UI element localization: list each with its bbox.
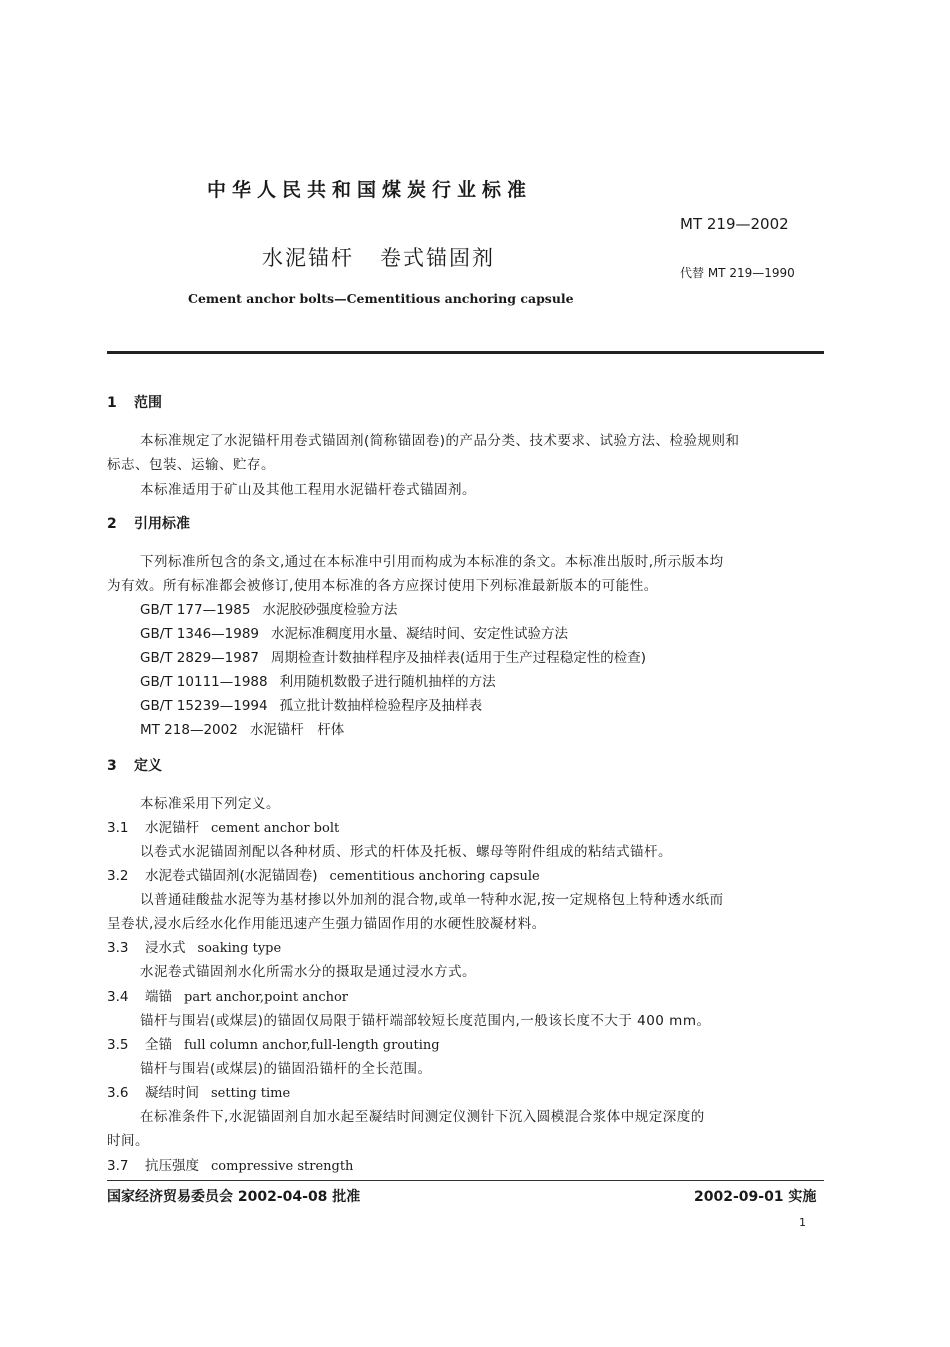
reference-item <box>140 646 646 666</box>
definition-heading <box>107 1081 290 1101</box>
reference-item <box>140 694 482 714</box>
definition-term: 凝结时间 <box>145 1085 199 1101</box>
definition-term: 浸水式 <box>145 940 186 956</box>
reference-code: GB/T 2829—1987 <box>140 650 260 666</box>
footer-divider <box>107 1180 824 1181</box>
reference-title: 水泥标准稠度用水量、凝结时间、安定性试验方法 <box>271 626 569 642</box>
section-title: 引用标准 <box>134 516 190 532</box>
definition-text: 以普通硅酸盐水泥等为基材掺以外加剂的混合物,或单一特种水泥,按一定规格包上特种透水纸而 <box>140 892 724 908</box>
document-title <box>262 242 495 272</box>
definition-term: 水泥锚杆 <box>145 820 199 836</box>
standard-code: MT 219—2002 <box>680 215 789 233</box>
definition-number: 3.4 <box>107 989 129 1005</box>
definition-text: 锚杆与围岩(或煤层)的锚固仅局限于锚杆端部较短长度范围内,一般该长度不大于 400 mm。 <box>140 1013 711 1029</box>
definition-number: 3.1 <box>107 820 129 836</box>
reference-code: GB/T 10111—1988 <box>140 674 268 690</box>
section-1-heading <box>107 392 162 412</box>
paragraph-line: 本标准适用于矿山及其他工程用水泥锚杆卷式锚固剂。 <box>140 482 476 498</box>
title-part-1: 水泥锚杆 <box>262 246 354 270</box>
definition-number: 3.5 <box>107 1037 129 1053</box>
reference-code: MT 218—2002 <box>140 722 238 738</box>
approval-line: 国家经济贸易委员会 2002-04-08 批准 <box>107 1189 361 1205</box>
english-title: Cement anchor bolts—Cementitious anchoring capsule <box>188 291 574 306</box>
definition-number: 3.7 <box>107 1158 129 1174</box>
definition-term: 端锚 <box>145 989 172 1005</box>
paragraph-line: 为有效。所有标准都会被修订,使用本标准的各方应探讨使用下列标准最新版本的可能性。 <box>107 578 658 594</box>
definition-text: 以卷式水泥锚固剂配以各种材质、形式的杆体及托板、螺母等附件组成的粘结式锚杆。 <box>140 844 672 860</box>
section-number: 1 <box>107 395 117 411</box>
definition-heading <box>107 864 540 884</box>
reference-code: GB/T 1346—1989 <box>140 626 260 642</box>
definition-heading <box>107 1154 353 1174</box>
title-part-2: 卷式锚固剂 <box>380 246 495 270</box>
definition-heading <box>107 816 339 836</box>
definition-text: 在标准条件下,水泥锚固剂自加水起至凝结时间测定仪测针下沉入圆模混合浆体中规定深度的 <box>140 1109 705 1125</box>
definition-term-en: soaking type <box>197 941 282 956</box>
section-number: 3 <box>107 758 117 774</box>
section-title: 范围 <box>134 395 162 411</box>
paragraph-line: 本标准规定了水泥锚杆用卷式锚固剂(简称锚固卷)的产品分类、技术要求、试验方法、检验规则和 <box>140 433 740 449</box>
reference-item <box>140 718 344 738</box>
section-number: 2 <box>107 516 117 532</box>
reference-title: 周期检查计数抽样程序及抽样表(适用于生产过程稳定性的检查) <box>271 650 647 666</box>
section-3-heading <box>107 755 162 775</box>
definition-text: 呈卷状,浸水后经水化作用能迅速产生强力锚固作用的水硬性胶凝材料。 <box>107 916 546 932</box>
definition-text: 水泥卷式锚固剂水化所需水分的摄取是通过浸水方式。 <box>140 964 476 980</box>
industry-heading: 中华人民共和国煤炭行业标准 <box>207 179 533 201</box>
definition-term-en: cement anchor bolt <box>211 821 340 836</box>
paragraph-line: 标志、包装、运输、贮存。 <box>107 457 275 473</box>
reference-title: 水泥锚杆 杆体 <box>249 722 345 738</box>
section-2-heading <box>107 513 190 533</box>
definition-term: 全锚 <box>145 1037 172 1053</box>
definition-number: 3.6 <box>107 1085 129 1101</box>
definition-number: 3.3 <box>107 940 129 956</box>
page-number: 1 <box>799 1216 806 1229</box>
reference-title: 利用随机数骰子进行随机抽样的方法 <box>279 674 496 690</box>
reference-item <box>140 598 397 618</box>
definition-heading <box>107 936 281 956</box>
definition-term-en: part anchor,point anchor <box>184 990 349 1005</box>
reference-code: GB/T 177—1985 <box>140 602 251 618</box>
definition-text: 锚杆与围岩(或煤层)的锚固沿锚杆的全长范围。 <box>140 1061 432 1077</box>
definition-term-en: full column anchor,full-length grouting <box>184 1038 440 1053</box>
definition-term-en: compressive strength <box>211 1159 354 1174</box>
definition-term: 水泥卷式锚固剂(水泥锚固卷) <box>145 868 318 884</box>
effective-date: 2002-09-01 实施 <box>694 1189 817 1205</box>
definition-heading <box>107 985 348 1005</box>
reference-title: 孤立批计数抽样检验程序及抽样表 <box>279 698 483 714</box>
reference-item <box>140 622 568 642</box>
reference-code: GB/T 15239—1994 <box>140 698 268 714</box>
definition-heading <box>107 1033 440 1053</box>
definition-text: 时间。 <box>107 1133 149 1149</box>
paragraph-line: 本标准采用下列定义。 <box>140 796 280 812</box>
section-title: 定义 <box>134 758 162 774</box>
definition-term-en: cementitious anchoring capsule <box>329 869 540 884</box>
definition-number: 3.2 <box>107 868 129 884</box>
definition-term-en: setting time <box>211 1086 291 1101</box>
reference-item <box>140 670 496 690</box>
replaces-standard: 代替 MT 219—1990 <box>680 266 795 280</box>
header-divider <box>107 351 824 354</box>
reference-title: 水泥胶砂强度检验方法 <box>262 602 398 618</box>
definition-term: 抗压强度 <box>145 1158 199 1174</box>
paragraph-line: 下列标准所包含的条文,通过在本标准中引用而构成为本标准的条文。本标准出版时,所示版本均 <box>140 554 724 570</box>
